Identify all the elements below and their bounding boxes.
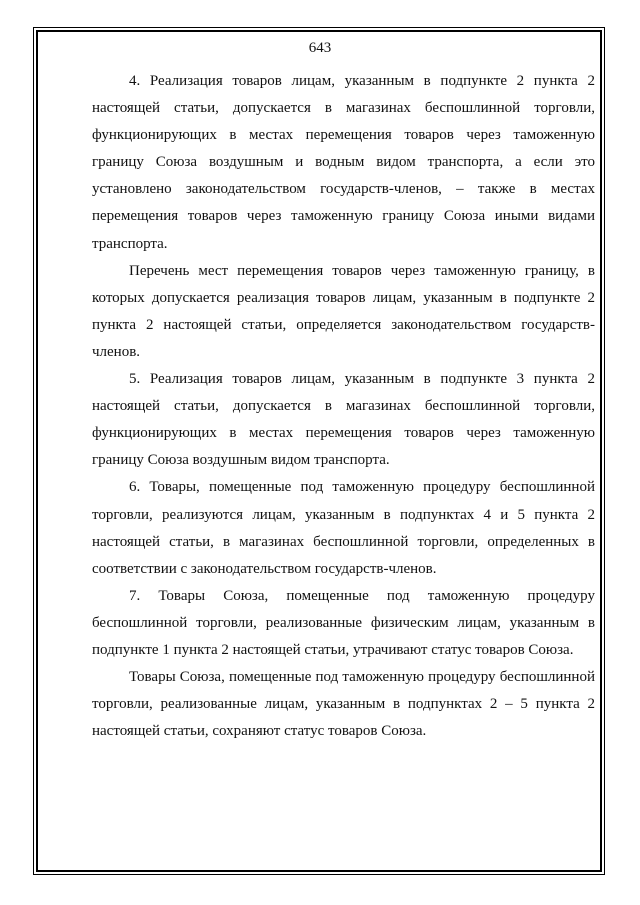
paragraph-item-4: 4. Реализация товаров лицам, указанным в подпункте 2 пункта 2 настоящей статьи, допускается в магазинах беспошлинной торговли, функционирующих в местах перемещения товаров через таможенную границу Союза воздушным и водным видом транспорта, а если это установлено законодательством государств-членов, – также в местах перемещения товаров через таможенную границу Союза иными видами транспорта. [92,73,595,252]
document-body [92,68,595,745]
paragraph-item-5: 5. Реализация товаров лицам, указанным в подпункте 3 пункта 2 настоящей статьи, допускается в магазинах беспошлинной торговли, функционирующих в местах перемещения товаров через таможенную границу Союза воздушным видом транспорта. [92,371,595,469]
page-number: 643 [308,40,332,56]
paragraph-union-goods-status: Товары Союза, помещенные под таможенную процедуру беспошлинной торговли, реализованные лицам, указанным в подпунктах 2 – 5 пункта 2 настоящей статьи, сохраняют статус товаров Союза. [92,669,595,740]
paragraph-item-7: 7. Товары Союза, помещенные под таможенную процедуру беспошлинной торговли, реализованные физическим лицам, указанным в подпункте 1 пункта 2 настоящей статьи, утрачивают статус товаров Союза. [92,587,595,658]
paragraph-list-of-places: Перечень мест перемещения товаров через таможенную границу, в которых допускается реализация товаров лицам, указанным в подпункте 2 пункта 2 настоящей статьи, определяется законодательством государств-членов. [92,262,595,360]
paragraph-item-6: 6. Товары, помещенные под таможенную процедуру беспошлинной торговли, реализуются лицам, указанным в подпунктах 4 и 5 пункта 2 настоящей статьи, в магазинах беспошлинной торговли, определенных в соответствии с законодательством государств-членов. [92,479,595,577]
